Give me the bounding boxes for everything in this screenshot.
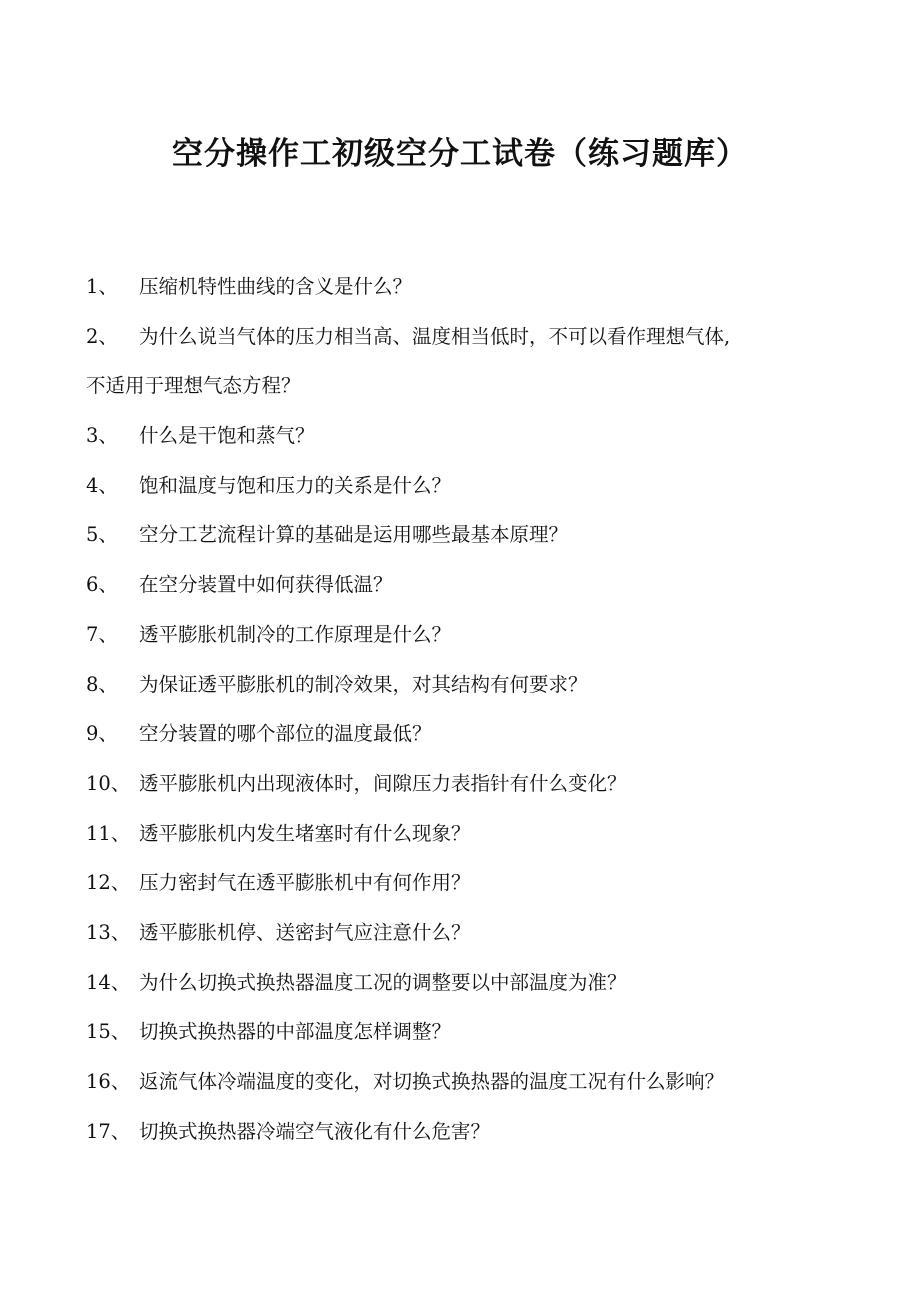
question-number: 6、 bbox=[86, 573, 118, 597]
question-number: 11、 bbox=[86, 821, 131, 845]
page-title: 空分操作工初级空分工试卷（练习题库） bbox=[172, 136, 748, 172]
question-item bbox=[86, 709, 806, 759]
question-number: 9、 bbox=[86, 722, 118, 746]
question-item bbox=[86, 809, 806, 859]
question-text: 返流气体冷端温度的变化，对切换式换热器的温度工况有什么影响？ bbox=[139, 1070, 725, 1093]
question-item bbox=[86, 312, 806, 411]
question-item bbox=[86, 411, 806, 461]
question-text: 压缩机特性曲线的含义是什么？ bbox=[139, 275, 413, 298]
question-item bbox=[86, 660, 806, 710]
question-number: 12、 bbox=[86, 871, 131, 895]
question-text: 切换式换热器冷端空气液化有什么危害？ bbox=[139, 1119, 491, 1143]
question-number: 13、 bbox=[86, 920, 131, 944]
question-item bbox=[86, 510, 806, 560]
question-text: 压力密封气在透平膨胀机中有何作用？ bbox=[139, 871, 471, 895]
question-item bbox=[86, 1007, 806, 1057]
question-number: 10、 bbox=[86, 771, 131, 795]
question-text: 什么是干饱和蒸气？ bbox=[139, 424, 315, 448]
question-item bbox=[86, 1057, 806, 1107]
question-text: 透平膨胀机制冷的工作原理是什么？ bbox=[139, 622, 452, 646]
question-item bbox=[86, 610, 806, 660]
question-number: 15、 bbox=[86, 1020, 131, 1044]
question-number: 16、 bbox=[86, 1070, 131, 1093]
question-text: 空分装置的哪个部位的温度最低？ bbox=[139, 722, 432, 746]
question-text: 为保证透平膨胀机的制冷效果，对其结构有何要求？ bbox=[139, 672, 588, 696]
question-number: 2、 bbox=[86, 324, 118, 348]
question-number: 3、 bbox=[86, 424, 118, 448]
question-text: 透平膨胀机内出现液体时，间隙压力表指针有什么变化？ bbox=[139, 771, 627, 795]
question-item bbox=[86, 560, 806, 610]
question-text: 为什么切换式换热器温度工况的调整要以中部温度为准？ bbox=[139, 970, 627, 994]
question-text: 饱和温度与饱和压力的关系是什么？ bbox=[139, 473, 452, 497]
question-text: 在空分装置中如何获得低温？ bbox=[139, 573, 393, 597]
question-number: 1、 bbox=[86, 275, 118, 298]
question-number: 17、 bbox=[86, 1119, 131, 1143]
question-item bbox=[86, 958, 806, 1008]
question-item bbox=[86, 759, 806, 809]
question-list bbox=[86, 262, 806, 1156]
question-text: 透平膨胀机停、送密封气应注意什么？ bbox=[139, 920, 471, 944]
question-item bbox=[86, 461, 806, 511]
question-text: 透平膨胀机内发生堵塞时有什么现象？ bbox=[139, 821, 471, 845]
question-item bbox=[86, 1107, 806, 1157]
question-number: 5、 bbox=[86, 523, 118, 547]
question-item bbox=[86, 858, 806, 908]
question-text-continuation: 不适用于理想气态方程？ bbox=[86, 374, 301, 398]
question-item bbox=[86, 262, 806, 312]
question-text: 空分工艺流程计算的基础是运用哪些最基本原理？ bbox=[139, 523, 569, 547]
question-number: 14、 bbox=[86, 970, 131, 994]
question-number: 4、 bbox=[86, 473, 118, 497]
question-item bbox=[86, 908, 806, 958]
question-text: 切换式换热器的中部温度怎样调整？ bbox=[139, 1020, 452, 1044]
question-number: 8、 bbox=[86, 672, 118, 696]
question-number: 7、 bbox=[86, 622, 118, 646]
question-text: 为什么说当气体的压力相当高、温度相当低时，不可以看作理想气体, bbox=[139, 324, 731, 348]
